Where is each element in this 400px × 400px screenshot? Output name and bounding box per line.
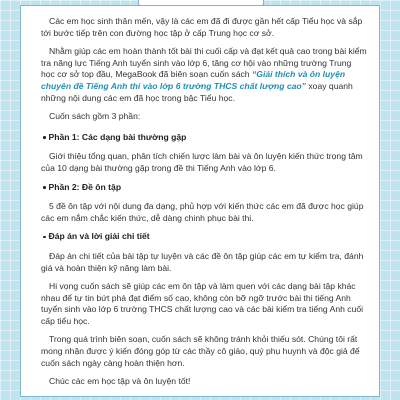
- bullet-icon: [43, 186, 46, 189]
- purpose-text-after: xoay quanh những nội dung các em đã học trong bậc Tiểu học.: [41, 80, 353, 103]
- bullet-icon: [43, 136, 46, 139]
- part2-heading: [43, 182, 367, 194]
- part1-description: Giới thiệu tổng quan, phân tích chiến lược làm bài và ôn luyện kiến thức trọng tâm của 10 dạng bài thường gặp trong đề thi Tiếng Anh vào lớp 6.: [41, 151, 363, 173]
- purpose-paragraph: [41, 46, 367, 104]
- book-title-highlight: “Giải thích và ôn luyện chuyên đề Tiếng Anh thi vào lớp 6 trường THCS chất lượng cao”: [41, 69, 346, 91]
- bullet-icon: [43, 236, 46, 239]
- intro-paragraph: Các em học sinh thân mến, vậy là các em đã đi được gần hết cấp Tiểu học và sắp tới bước tiếp trên con đường học tập ở cấp Trung học cơ sở.: [41, 16, 363, 38]
- part1-heading: [43, 132, 367, 144]
- closing-line: Chúc các em học tập và ôn luyện tốt!: [49, 376, 191, 387]
- part1-heading-text: Phần 1: Các dạng bài thường gặp: [48, 131, 187, 142]
- part2-heading-text: Phần 2: Đề ôn tập: [48, 181, 122, 192]
- part3-heading-text: Đáp án và lời giải chi tiết: [48, 231, 150, 242]
- part3-heading: [43, 231, 367, 243]
- hope-paragraph: Hi vọng cuốn sách sẽ giúp các em ôn tập và làm quen với các dạng bài tập khác nhau để tự tin bứt phá đạt điểm số cao, không còn bỡ ngỡ trước bài thi tiếng Anh tuyển sinh vào lớp 6 trường THCS chất lượng cao và các bài kiểm tra tiếng Anh cuối cấp tiểu học.: [41, 281, 364, 326]
- feedback-paragraph: Trong quá trình biên soạn, cuốn sách sẽ không tránh khỏi thiếu sót. Chúng tôi rất mong nhận được ý kiến đóng góp từ các thầy cô giáo, quý phụ huynh và độc giả để cuốn sách ngày càng hoàn thiện hơn.: [41, 334, 360, 368]
- document-sheet: [20, 5, 380, 397]
- purpose-text-before: Nhằm giúp các em hoàn thành tốt bài thi cuối cấp và đạt kết quả cao trong bài kiểm tra năng lực Tiếng Anh tuyển sinh vào lớp 6, tăng cơ hội vào những trường Trung học cơ sở top đầu, MegaBook đã biên soạn cuốn sách: [41, 46, 367, 80]
- part2-description: 5 đề ôn tập với nội dung đa dạng, phủ hợp với kiến thức các em đã được học giúp các em nắm chắc kiến thức, dễ dàng chinh phục bài thi.: [41, 201, 364, 223]
- structure-intro: Cuốn sách gồm 3 phần:: [49, 111, 141, 122]
- part3-description: Đáp án chi tiết của bài tập tự luyện và các đề ôn tập giúp các em tự kiểm tra, đánh giá và hoàn thiện kỹ năng làm bài.: [41, 250, 364, 273]
